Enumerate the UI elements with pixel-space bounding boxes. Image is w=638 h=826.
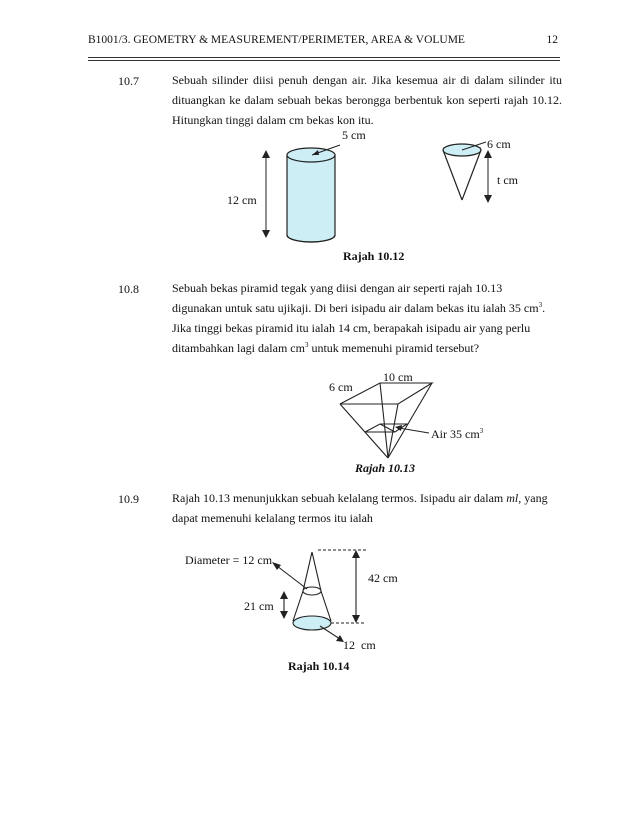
caption-rajah-10-12: Rajah 10.12 — [343, 249, 405, 263]
label-pyramid-top: 10 cm — [383, 370, 413, 384]
q3-line-1-text: Rajah 10.13 menunjukkan sebuah kelalang termos. Isipadu air dalam — [172, 491, 507, 505]
water-volume-text: Air 35 cm — [431, 427, 480, 441]
question-number-10-9: 10.9 — [118, 492, 139, 506]
caption-rajah-10-13: Rajah 10.13 — [355, 461, 416, 475]
question-number-10-8: 10.8 — [118, 282, 139, 296]
water-volume-sup: 3 — [479, 427, 484, 435]
label-diameter: Diameter = 12 cm — [185, 553, 273, 567]
label-base: 12 cm — [343, 638, 376, 652]
question-text-10-7: Sebuah silinder diisi penuh dengan air. Jika kesemua air di dalam silinder itu dituangkan ke dalam sebuah bekas berongga berbentuk kon seperti rajah 10.12. Hitungkan tinggi dalam cm bekas kon itu. — [172, 73, 562, 127]
header-title: B1001/3. GEOMETRY & MEASUREMENT/PERIMETER, AREA & VOLUME — [88, 34, 465, 46]
flask-diagram — [272, 550, 366, 642]
label-pyramid-side: 6 cm — [329, 380, 353, 394]
q2-line-2-sup: 3 — [538, 301, 543, 309]
page-number: 12 — [546, 34, 558, 46]
q3-line-1-unit: ml, — [506, 491, 522, 505]
label-cone-radius: 6 cm — [487, 137, 511, 151]
label-cylinder-height: 12 cm — [227, 193, 257, 207]
q2-line-3: Jika tinggi bekas piramid itu ialah 14 cm, berapakah isipadu air yang perlu — [172, 321, 531, 335]
q2-line-4-sup: 3 — [304, 341, 309, 349]
label-cone-height: t cm — [497, 173, 518, 187]
q2-line-2-end: . — [542, 301, 546, 315]
q3-line-1-end: yang — [521, 491, 548, 505]
label-part-height: 21 cm — [244, 599, 274, 613]
label-total-height: 42 cm — [368, 571, 398, 585]
q2-line-2-text: digunakan untuk satu ujikaji. Di beri isipadu air dalam bekas itu ialah 35 cm — [172, 301, 539, 315]
q3-line-2: dapat memenuhi kelalang termos itu ialah — [172, 511, 373, 525]
question-number-10-7: 10.7 — [118, 74, 139, 88]
label-cylinder-radius: 5 cm — [342, 128, 366, 142]
q2-line-4-text: ditambahkan lagi dalam cm — [172, 341, 305, 355]
q2-line-1: Sebuah bekas piramid tegak yang diisi dengan air seperti rajah 10.13 — [172, 281, 503, 295]
q2-line-4-end: untuk memenuhi piramid tersebut? — [308, 341, 480, 355]
caption-rajah-10-14: Rajah 10.14 — [288, 659, 350, 673]
